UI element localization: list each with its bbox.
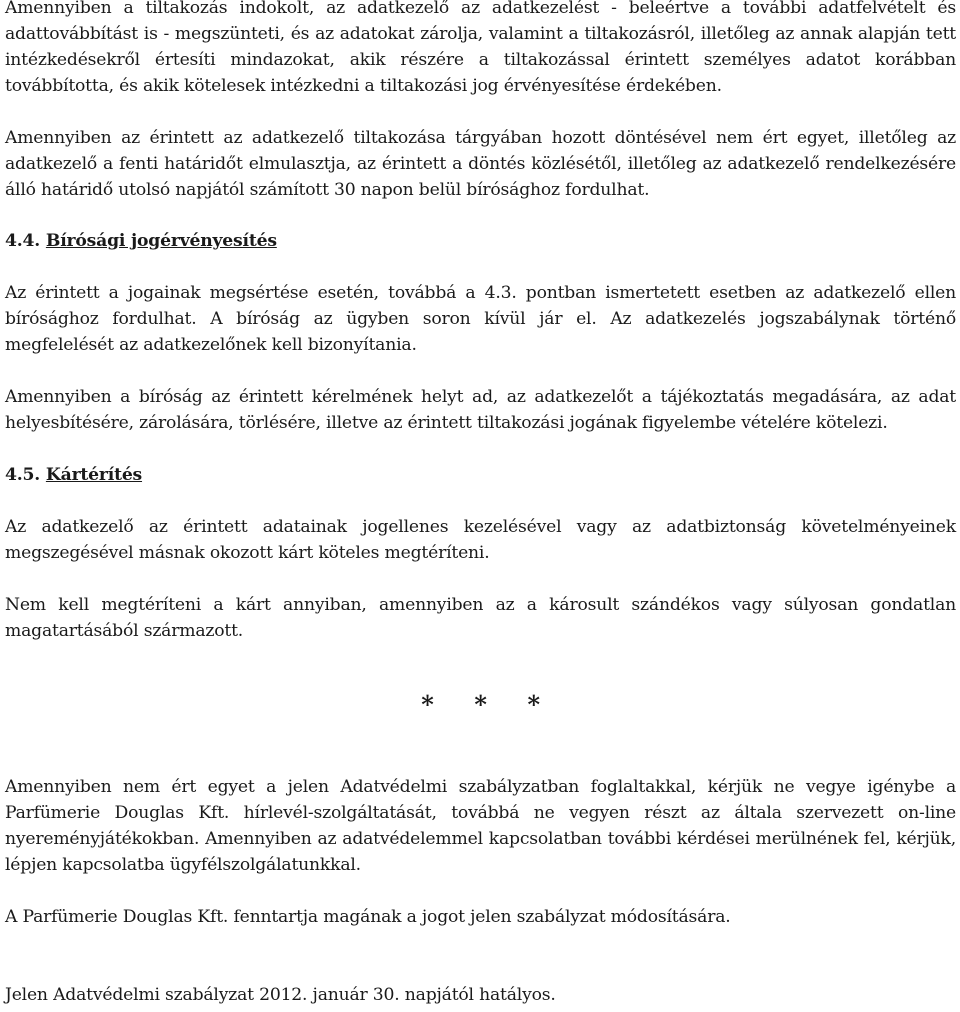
section-title: Kártérítés bbox=[45, 465, 143, 485]
paragraph-court-appeal-deadline: Amennyiben az érintett az adatkezelő tiltakozása tárgyában hozott döntésével nem ért egyet, illetőleg az adatkezelő a fenti határidőt elmulasztja, az érintett a döntés közlésétől, illetőleg az adatkezelő rendelkezésére álló határidő utolsó napjától számított 30 napon belül bírósághoz fordulhat. bbox=[5, 128, 956, 200]
paragraph-damages: Az adatkezelő az érintett adatainak jogellenes kezelésével vagy az adatbiztonság követelményeinek megszegésével másnak okozott kárt köteles megtéríteni. bbox=[5, 517, 956, 563]
section-number: 4.4. bbox=[5, 231, 41, 251]
section-title: Bírósági jogérvényesítés bbox=[45, 231, 277, 251]
paragraph-effective-date: Jelen Adatvédelmi szabályzat 2012. január 30. napjától hatályos. bbox=[5, 985, 556, 1005]
section-heading-4-5 bbox=[5, 462, 956, 488]
paragraph-disagreement: Amennyiben nem ért egyet a jelen Adatvédelmi szabályzatban foglaltakkal, kérjük ne vegye igénybe a Parfümerie Douglas Kft. hírlevél-szolgáltatását, továbbá ne vegyen részt az általa szervezett on-line nyereményjátékokban. Amennyiben az adatvédelemmel kapcsolatban további kérdései merülnének fel, kérjük, lépjen kapcsolatba ügyfélszolgálatunkkal. bbox=[5, 777, 956, 875]
asterisk-separator: * * * bbox=[421, 690, 540, 719]
paragraph-modification-right: A Parfümerie Douglas Kft. fenntartja magának a jogot jelen szabályzat módosítására. bbox=[5, 907, 731, 927]
paragraph-court-ruling: Amennyiben a bíróság az érintett kérelmének helyt ad, az adatkezelőt a tájékoztatás megadására, az adat helyesbítésére, zárolására, törlésére, illetve az érintett tiltakozási jogának figyelembe vételére kötelezi. bbox=[5, 387, 956, 433]
paragraph-court-enforcement: Az érintett a jogainak megsértése esetén, továbbá a 4.3. pontban ismertetett esetben az adatkezelő ellen bírósághoz fordulhat. A bíróság az ügyben soron kívül jár el. Az adatkezelés jogszabálynak történő megfelelését az adatkezelőnek kell bizonyítania. bbox=[5, 283, 956, 355]
paragraph-objection-justified: Amennyiben a tiltakozás indokolt, az adatkezelő az adatkezelést - beleértve a további adatfelvételt és adattovábbítást is - megszünteti, és az adatokat zárolja, valamint a tiltakozásról, illetőleg az annak alapján tett intézkedésekről értesíti mindazokat, akik részére a tiltakozással érintett személyes adatot korábban továbbította, és akik kötelesek intézkedni a tiltakozási jog érvényesítése érdekében. bbox=[5, 0, 956, 96]
section-number: 4.5. bbox=[5, 465, 41, 485]
section-heading-4-4 bbox=[5, 228, 956, 254]
paragraph-damages-exception: Nem kell megtéríteni a kárt annyiban, amennyiben az a károsult szándékos vagy súlyosan gondatlan magatartásából származott. bbox=[5, 595, 956, 641]
